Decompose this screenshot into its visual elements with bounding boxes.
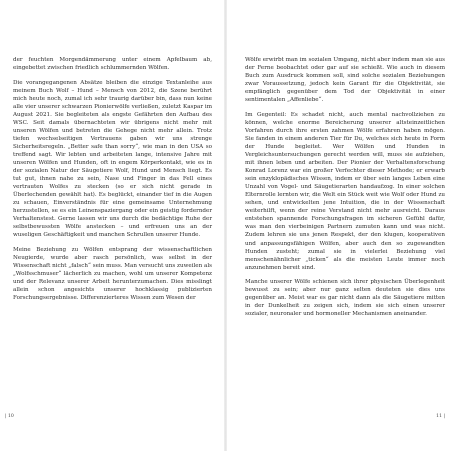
left-page [0, 0, 225, 451]
paragraph: Die vorangegangenen Absätze bleiben die einzige Textanleihe aus meinem Buch Wolf – Hund – Mensch von 2012, die Szene berührt mich heute noch, zumal ich sehr traurig darüber bin, dass nun keine alle vier unserer schwarzen Pionierwölfe verließen, zuletzt Kaspar im August 2021. Sie begleiteten als engste Gefährten den Aufbau des WSC. Seit damals übernachteten wir übrigens nicht mehr mit unseren Wölfen und betreten die Gehege nicht mehr allein. Trotz tiefen wechselseitigen Vertrauens gaben wir uns strenge Sicherheitsregeln. „Better safe than sorry“, wie man in den USA so treffend sagt. Wir lebten und arbeiteten lange, intensive Jahre mit unseren Wölfen und Hunden, oft in engem Körperkontakt, wie es in der sozialen Natur der Säugetiere Wolf, Hund und Mensch liegt. Es tut gut, ihnen nahe zu sein, Nase und Finger in das Fell eines vertrauten Wolfes zu stecken (so er sich nicht gerade in Überlechenden gewählt hat). Es beglückt, einander tief in die Augen zu schauen, Einverständnis für eine gemeinsame Unternehmung herzustellen, se es ein Leinenspaziergang oder ein geistig fordernder Verhaltenstest. Gerne lassen wir uns durch die bedächtige Ruhe der selbstbewussten Wölfe anstecken – und erfreuen uns an der wuseligen Geschäftigkeit und manchen Schrullen unserer Hunde. [13, 79, 212, 239]
paragraph: der feuchten Morgendämmerung unter einem Apfelbaum ab, eingebettet zwischen friedlich schlummernden Wölfen. [13, 57, 212, 72]
right-page [226, 0, 451, 451]
page-number: 11 | [436, 414, 445, 419]
paragraph: Manche unserer Wölfe schienen sich ihrer physischen Überlegenheit bewusst zu sein; aber nur ganz selten deuteten sie dies uns gegenüber an. Meist war es gar nicht dann als die Säugetiere mitten in der Dunkelheit zu zeigen sich, indem sie sich einen unserer sozialer, neuronaler und hormoneller Mechanismen aneinander. [245, 279, 445, 318]
paragraph: Meine Beziehung zu Wölfen entsprang der wissenschaftlichen Neugierde, wurde aber rasch persönlich, was selbst in der Wissenschaft nicht „falsch“ sein muss. Man versucht uns zuweilen als „Wolfsschmuser“ lächerlich zu machen, wohl um unserer Kompetenz und der Relevanz unserer Arbeit herunterzumachen. Dies misslingt allein schon angesichts unserer hochklassig publizierten Forschungsergebnisse. Differenzierteres Wissen zum Wesen der [13, 247, 212, 302]
page-number: | 10 [5, 414, 14, 419]
paragraph: Wölfe erwirbt man im sozialen Umgang, nicht aber indem man sie aus der Ferne beobachtet oder gar auf sie schießt. Wie auch in diesem Buch zum Ausdruck kommen soll, sind solche sozialen Beziehungen zwar Voraussetzung, jedoch kein Garant für die Objektivität, sie empfänglich gegenüber dem Tod der Objektivität in einer sentimentalen „Affenliebe“. [245, 57, 445, 104]
left-text-column [13, 56, 212, 309]
paragraph: Im Gegenteil: Es schadet nicht, auch mental nachvollziehen zu können, welche enorme Bereicherung unserer altsteinzeitlichen Vorfahren durch ihre ersten zahmen Wölfe erfahren haben mögen. Sie fanden in einem anderen Tier für Du, welches sich heute in Form der Hunde begleitet. Wer Wölfen und Hunden in Vergleichsuntersuchungen gerecht werden will, muss sie aufziehen, mit ihnen leben und arbeiten. Der Pionier der Verhaltensforschung Konrad Lorenz war ein großer Verfechter dieser Methode; er erwarb sein enzyklopädisches Wissen, indem er über sein langes Leben eine Unzahl von Vogel- und Säugetierarten handaufzog. In einer solchen Elternrolle lernten wir, die Welt ein Stück weit wie Wolf oder Hund zu sehen, und entwickelten jene Intuition, die in der Wissenschaft weiterhilft, wenn der reine Verstand nicht mehr ausreicht. Daraus entstehen spannende Forschungsfragen im sicheren Gefühl dafür, was man den vierbeinigen Partnern zumuten kann und was nicht. Zudem lehren sie uns jenen Respekt, der den klugen, kooperativen und anpassungsfähigen Wölfen, aber auch den so zugewandten Hunden zusteht; zumal sie in vielerlei Beziehung viel menschenähnlicher „ticken“ als die meisten Leute immer noch anzunehmen bereit sind. [245, 111, 445, 271]
right-text-column [245, 56, 445, 325]
